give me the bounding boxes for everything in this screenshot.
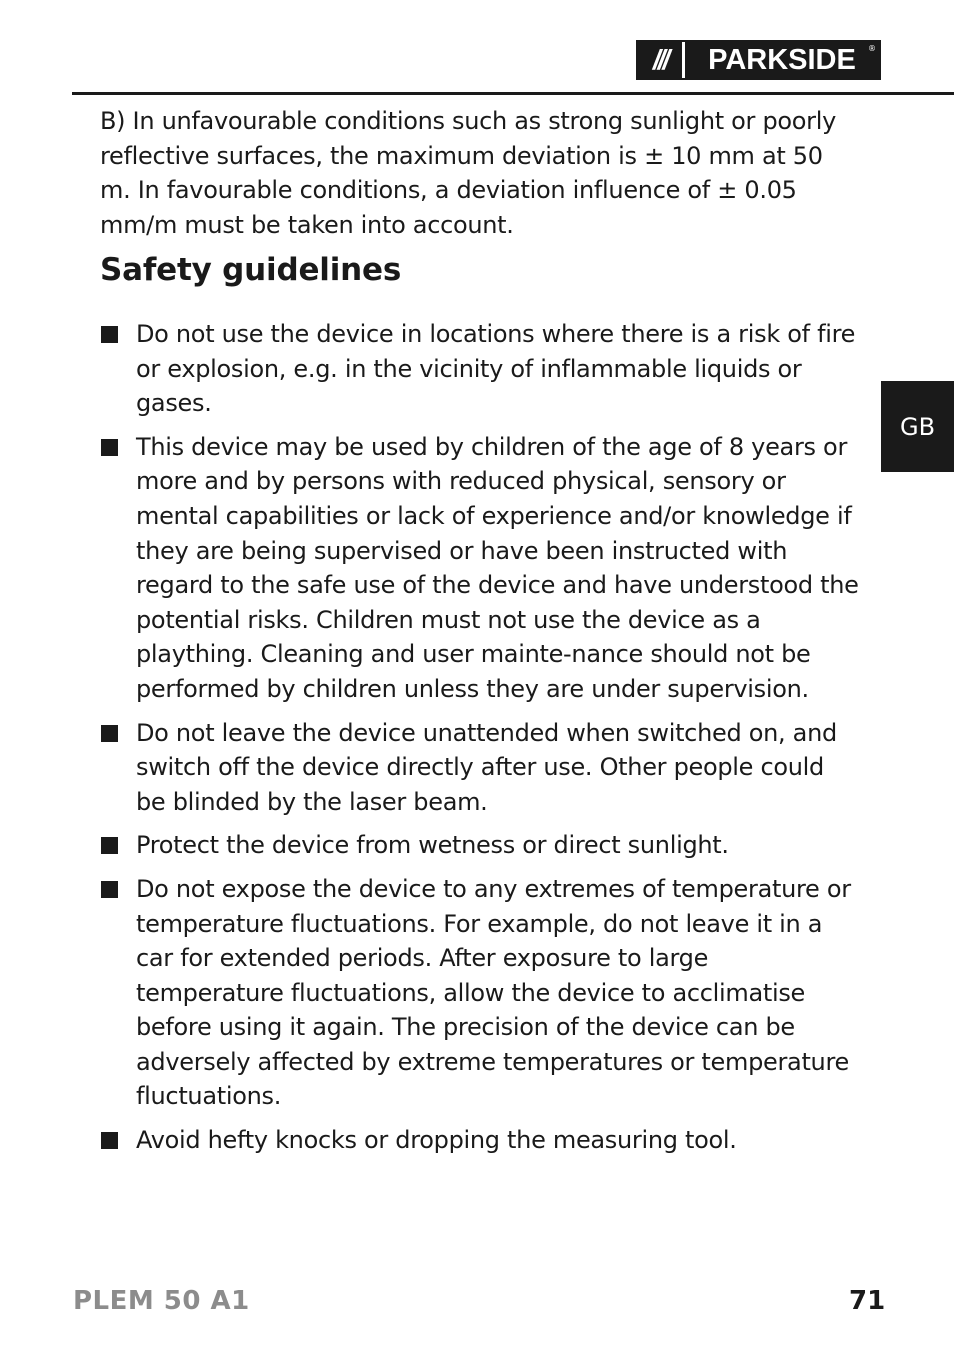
footer-model-name: PLEM 50 A1 bbox=[73, 1286, 250, 1316]
list-item-text: Protect the device from wetness or direct sunlight. bbox=[136, 831, 729, 860]
registered-mark: ® bbox=[868, 44, 876, 53]
list-item bbox=[100, 317, 860, 421]
square-bullet-icon bbox=[101, 1132, 118, 1149]
list-item-text: Avoid hefty knocks or dropping the measuring tool. bbox=[136, 1126, 737, 1155]
list-item bbox=[100, 716, 860, 820]
square-bullet-icon bbox=[101, 881, 118, 898]
list-item bbox=[100, 430, 860, 707]
list-item bbox=[100, 872, 860, 1114]
square-bullet-icon bbox=[101, 439, 118, 456]
language-tab: GB bbox=[881, 381, 954, 472]
square-bullet-icon bbox=[101, 837, 118, 854]
safety-list bbox=[100, 317, 860, 1167]
section-title: Safety guidelines bbox=[100, 252, 402, 288]
list-item-text: Do not use the device in locations where there is a risk of fire or explosion, e.g. in the vicinity of inflammable liquids or gases. bbox=[136, 320, 856, 418]
square-bullet-icon bbox=[101, 326, 118, 343]
list-item bbox=[100, 1123, 860, 1158]
parkside-logo bbox=[636, 40, 881, 80]
page-number: 71 bbox=[849, 1286, 886, 1316]
list-item-text: Do not expose the device to any extremes of temperature or temperature fluctuations. For example, do not leave it in a car for extended periods. After exposure to large temperature fluctuations, allow the device to acclimatise before using it again. The precision of the device can be adversely affected by extreme temperatures or temperature fluctuations. bbox=[136, 874, 851, 1111]
list-item bbox=[100, 828, 860, 863]
intro-paragraph: B) In unfavourable conditions such as strong sunlight or poorly reflective surfaces, the maximum deviation is ± 10 mm at 50 m. In favourable conditions, a deviation influence of ± 0.05 mm/m must be taken into account. bbox=[100, 107, 836, 239]
logo-wordmark: PARKSIDE bbox=[682, 42, 879, 78]
header-divider bbox=[72, 92, 954, 95]
logo-slashes: /// bbox=[652, 44, 668, 75]
square-bullet-icon bbox=[101, 725, 118, 742]
list-item-text: This device may be used by children of the age of 8 years or more and by persons with reduced physical, sensory or mental capabilities or lack of experience and/or knowledge if they are being supervised or have been instructed with regard to the safe use of the device and have understood the potential risks. Children must not use the device as a plaything. Cleaning and user mainte-nance should not be performed by children unless they are under supervision. bbox=[136, 432, 859, 703]
list-item-text: Do not leave the device unattended when switched on, and switch off the device directly after use. Other people could be blinded by the laser beam. bbox=[136, 718, 837, 816]
